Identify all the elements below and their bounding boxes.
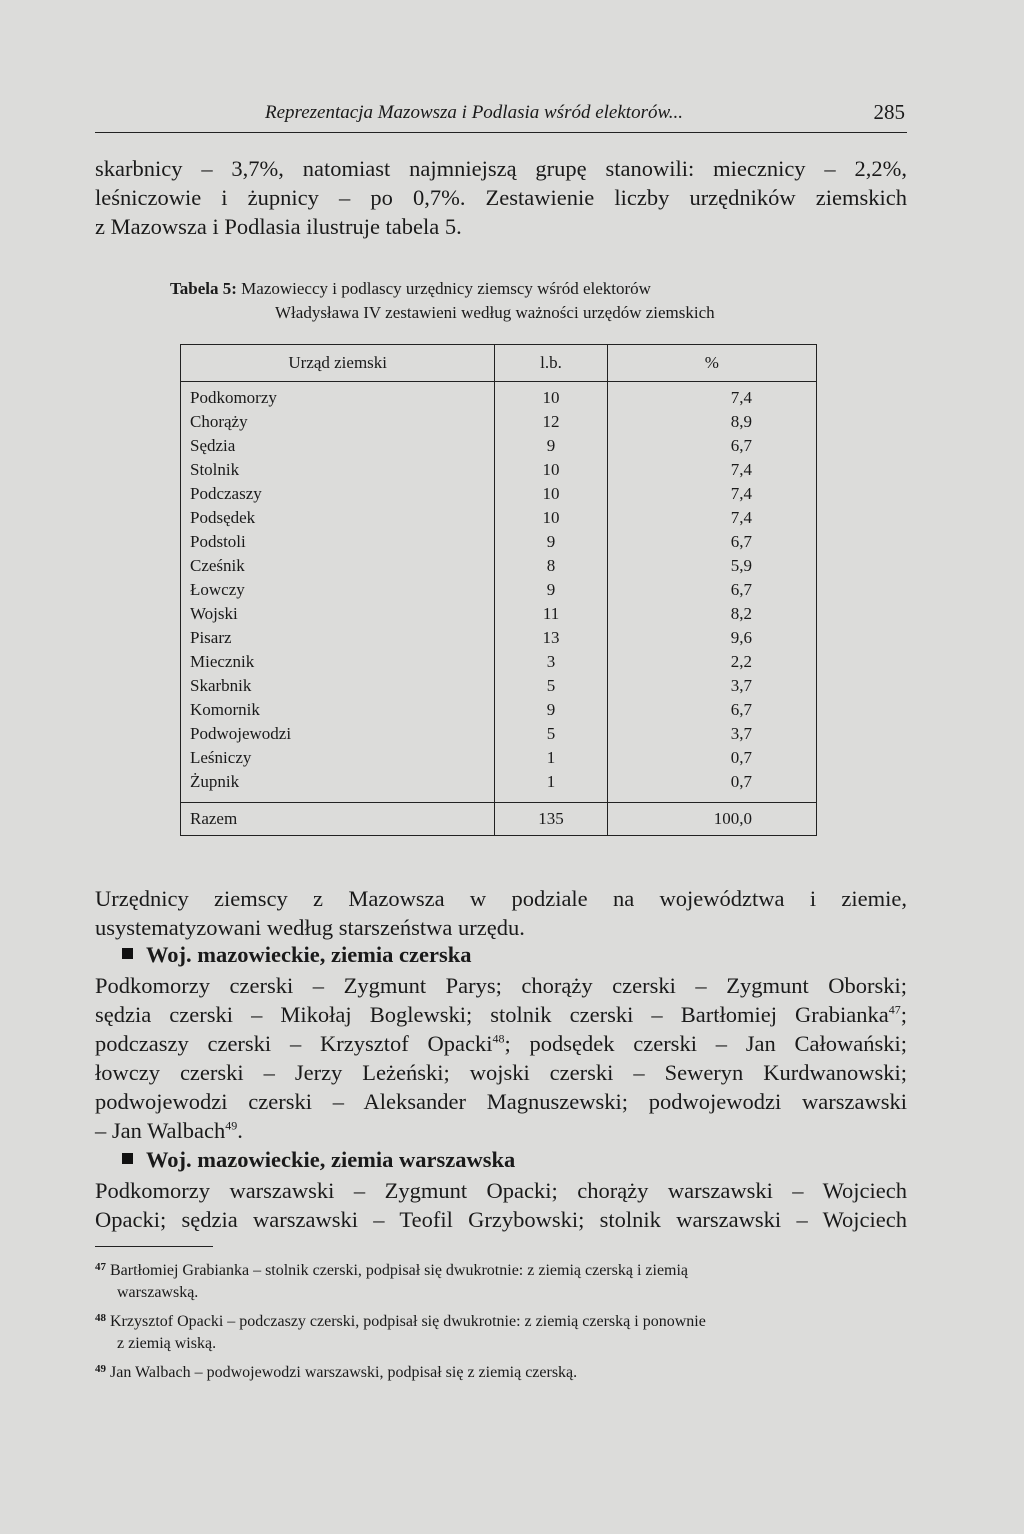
footnote-text: Jan Walbach – podwojewodzi warszawski, podpisał się z ziemią czerską. — [110, 1364, 578, 1381]
column-header-office: Urząd ziemski — [181, 345, 495, 382]
text-line: Podkomorzy warszawski – Zygmunt Opacki; chorąży warszawski – Wojciech — [95, 1178, 907, 1203]
footnote-text-cont: warszawską. — [117, 1284, 199, 1301]
percent-cell: 6,7 — [607, 578, 816, 602]
count-cell: 1 — [495, 746, 607, 770]
section-heading-text: Woj. mazowieckie, ziemia warszawska — [146, 1147, 516, 1172]
footnote-text: Bartłomiej Grabianka – stolnik czerski, podpisał się dwukrotnie: z ziemią czerską i ziemią — [110, 1262, 689, 1279]
footnote-mark: 49 — [95, 1363, 106, 1375]
text-line — [95, 971, 907, 1000]
percent-cell: 5,9 — [607, 554, 816, 578]
text-line — [95, 1029, 907, 1058]
table-row — [181, 482, 817, 506]
count-cell: 10 — [495, 382, 607, 411]
square-bullet-icon — [122, 1153, 133, 1164]
footnote-text-cont: z ziemią wiską. — [117, 1335, 217, 1352]
count-cell: 9 — [495, 434, 607, 458]
table-header-row — [181, 345, 817, 382]
footnote-mark: 47 — [95, 1261, 106, 1273]
text-line — [95, 1087, 907, 1116]
count-cell: 5 — [495, 722, 607, 746]
office-cell: Podczaszy — [181, 482, 495, 506]
footnote-ref: 48 — [492, 1031, 505, 1046]
count-cell: 13 — [495, 626, 607, 650]
paragraph-intro — [95, 154, 907, 241]
office-cell: Podstoli — [181, 530, 495, 554]
section-warszawska-text — [95, 1176, 907, 1234]
office-cell: Pisarz — [181, 626, 495, 650]
text-line: usystematyzowani według starszeństwa urzędu. — [95, 915, 525, 940]
percent-cell: 3,7 — [607, 722, 816, 746]
section-czerska-text — [95, 971, 907, 1145]
table-row — [181, 674, 817, 698]
text-line: leśniczowie i żupnicy – po 0,7%. Zestawienie liczby urzędników ziemskich — [95, 185, 907, 210]
office-cell: Sędzia — [181, 434, 495, 458]
percent-cell: 6,7 — [607, 698, 816, 722]
caption-line-2: Władysława IV zestawieni według ważności urzędów ziemskich — [275, 303, 715, 322]
office-cell: Skarbnik — [181, 674, 495, 698]
footnote — [95, 1256, 907, 1304]
percent-cell: 8,9 — [607, 410, 816, 434]
percent-cell: 0,7 — [607, 746, 816, 770]
table-row — [181, 698, 817, 722]
table-row — [181, 458, 817, 482]
table-row — [181, 578, 817, 602]
column-header-count: l.b. — [495, 345, 607, 382]
section-heading-text: Woj. mazowieckie, ziemia czerska — [146, 942, 472, 967]
count-cell: 8 — [495, 554, 607, 578]
table-row — [181, 530, 817, 554]
office-cell: Komornik — [181, 698, 495, 722]
percent-cell: 0,7 — [607, 770, 816, 803]
percent-cell: 2,2 — [607, 650, 816, 674]
footnote-ref: 47 — [888, 1002, 901, 1017]
count-cell: 12 — [495, 410, 607, 434]
office-cell: Podwojewodzi — [181, 722, 495, 746]
text-line: z Mazowsza i Podlasia ilustruje tabela 5. — [95, 214, 462, 239]
square-bullet-icon — [122, 948, 133, 959]
line-text: podwojewodzi czerski – Aleksander Magnuszewski; podwojewodzi warszawski — [95, 1089, 907, 1114]
table-row — [181, 410, 817, 434]
paragraph-summary — [95, 884, 907, 942]
office-cell: Żupnik — [181, 770, 495, 803]
percent-cell: 7,4 — [607, 382, 816, 411]
table-row — [181, 722, 817, 746]
line-tail: ; podsędek czerski – Jan Całowański; — [504, 1031, 907, 1056]
percent-cell: 6,7 — [607, 530, 816, 554]
count-cell: 11 — [495, 602, 607, 626]
running-title: Reprezentacja Mazowsza i Podlasia wśród elektorów... — [265, 102, 683, 123]
line-text: – Jan Walbach — [95, 1118, 226, 1143]
footnote-separator — [95, 1246, 213, 1247]
office-cell: Cześnik — [181, 554, 495, 578]
count-cell: 1 — [495, 770, 607, 803]
count-cell: 9 — [495, 698, 607, 722]
office-cell: Podkomorzy — [181, 382, 495, 411]
footnote — [95, 1358, 907, 1384]
table-body — [181, 382, 817, 803]
office-cell: Chorąży — [181, 410, 495, 434]
count-cell: 9 — [495, 530, 607, 554]
count-cell: 3 — [495, 650, 607, 674]
table-row — [181, 506, 817, 530]
table-row — [181, 746, 817, 770]
caption-label: Tabela 5: — [170, 279, 237, 298]
office-cell: Wojski — [181, 602, 495, 626]
total-percent: 100,0 — [607, 803, 816, 836]
section-heading — [122, 942, 472, 968]
percent-cell: 8,2 — [607, 602, 816, 626]
office-cell: Leśniczy — [181, 746, 495, 770]
count-cell: 10 — [495, 482, 607, 506]
table-row — [181, 650, 817, 674]
table-row — [181, 602, 817, 626]
table-total-row — [181, 803, 817, 836]
office-cell: Miecznik — [181, 650, 495, 674]
footnote — [95, 1307, 907, 1355]
table-caption — [170, 277, 850, 325]
count-cell: 9 — [495, 578, 607, 602]
percent-cell: 7,4 — [607, 482, 816, 506]
page-number: 285 — [873, 100, 905, 124]
office-cell: Stolnik — [181, 458, 495, 482]
total-label: Razem — [181, 803, 495, 836]
text-line — [95, 1058, 907, 1087]
count-cell: 10 — [495, 458, 607, 482]
footnote-text: Krzysztof Opacki – podczaszy czerski, podpisał się dwukrotnie: z ziemią czerską i ponownie — [110, 1313, 706, 1330]
line-text: Podkomorzy czerski – Zygmunt Parys; chorąży czerski – Zygmunt Oborski; — [95, 973, 907, 998]
text-line: skarbnicy – 3,7%, natomiast najmniejszą grupę stanowili: miecznicy – 2,2%, — [95, 156, 907, 181]
text-line — [95, 1116, 907, 1145]
percent-cell: 7,4 — [607, 506, 816, 530]
percent-cell: 6,7 — [607, 434, 816, 458]
text-line — [95, 1000, 907, 1029]
footnotes — [95, 1256, 907, 1387]
line-text: podczaszy czerski – Krzysztof Opacki — [95, 1031, 493, 1056]
office-cell: Podsędek — [181, 506, 495, 530]
line-tail: . — [237, 1118, 243, 1143]
caption-line-1: Mazowieccy i podlascy urzędnicy ziemscy wśród elektorów — [241, 279, 651, 298]
table-row — [181, 770, 817, 803]
text-line: Opacki; sędzia warszawski – Teofil Grzybowski; stolnik warszawski – Wojciech — [95, 1207, 907, 1232]
line-text: sędzia czerski – Mikołaj Boglewski; stolnik czerski – Bartłomiej Grabianka — [95, 1002, 889, 1027]
officials-table — [180, 344, 817, 836]
count-cell: 10 — [495, 506, 607, 530]
running-header — [95, 100, 907, 133]
column-header-percent: % — [607, 345, 816, 382]
percent-cell: 7,4 — [607, 458, 816, 482]
table-row — [181, 554, 817, 578]
percent-cell: 3,7 — [607, 674, 816, 698]
section-heading — [122, 1147, 515, 1173]
office-cell: Łowczy — [181, 578, 495, 602]
line-tail: ; — [900, 1002, 907, 1027]
text-line: Urzędnicy ziemscy z Mazowsza w podziale na województwa i ziemie, — [95, 886, 907, 911]
table-row — [181, 434, 817, 458]
footnote-ref: 49 — [225, 1118, 238, 1133]
footnote-mark: 48 — [95, 1312, 106, 1324]
table-row — [181, 382, 817, 411]
total-count: 135 — [495, 803, 607, 836]
table-row — [181, 626, 817, 650]
line-text: łowczy czerski – Jerzy Leżeński; wojski czerski – Seweryn Kurdwanowski; — [95, 1060, 907, 1085]
percent-cell: 9,6 — [607, 626, 816, 650]
count-cell: 5 — [495, 674, 607, 698]
